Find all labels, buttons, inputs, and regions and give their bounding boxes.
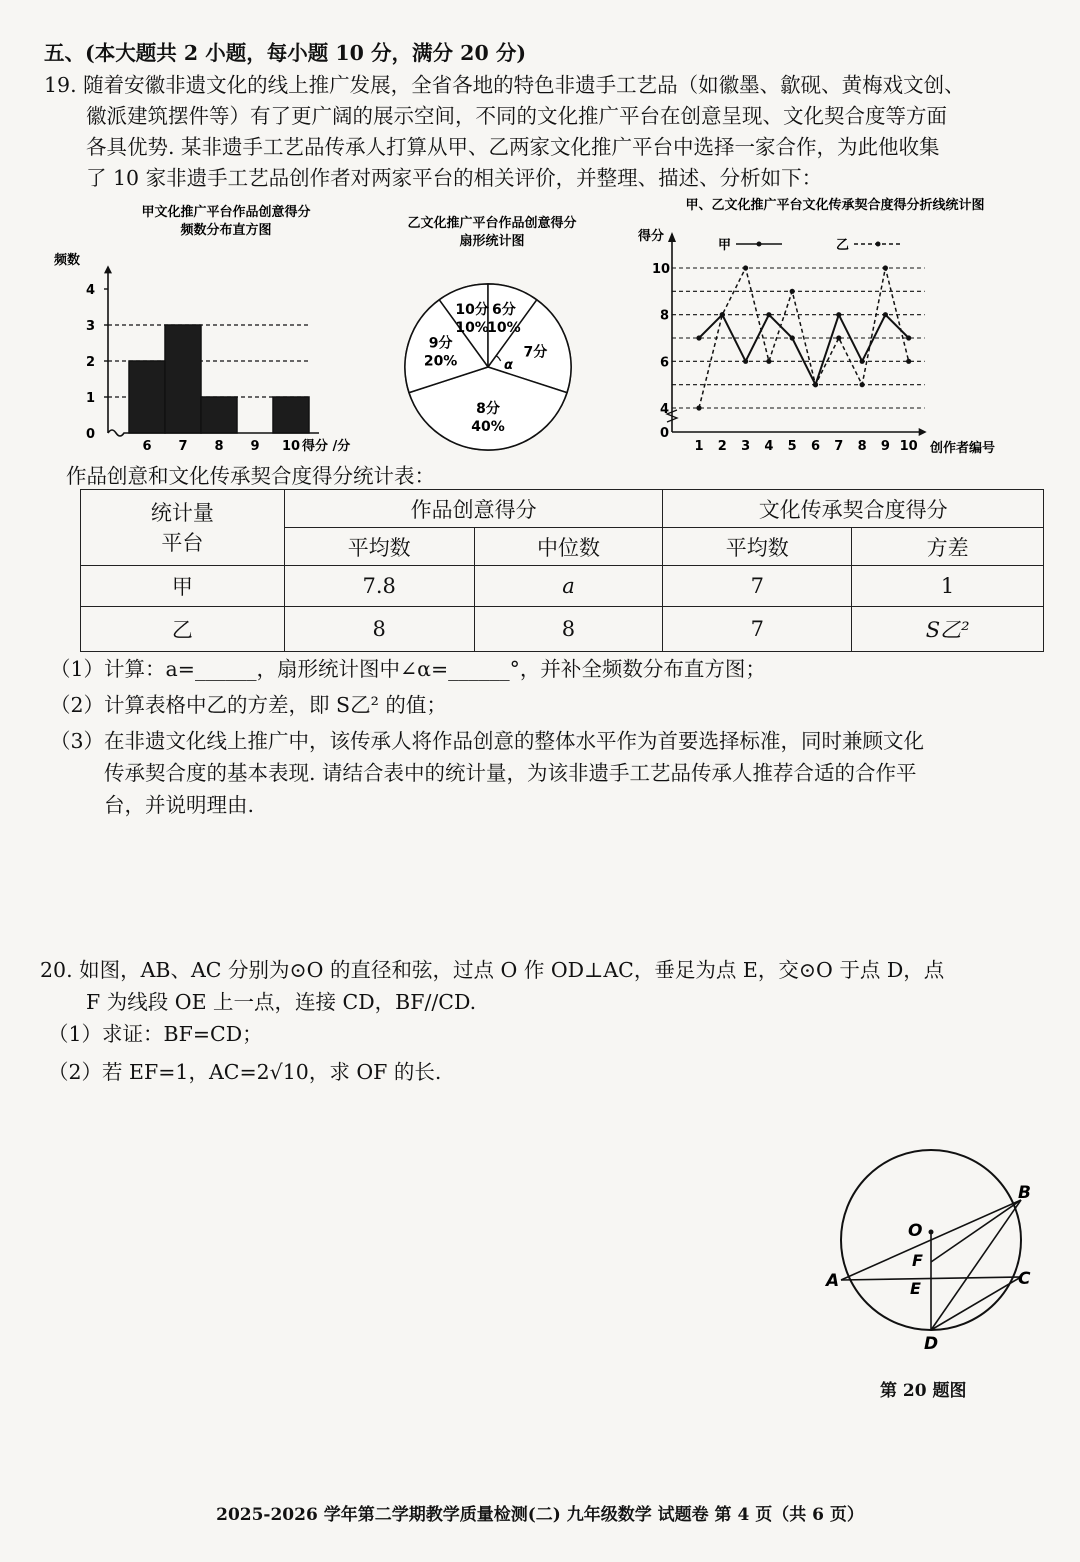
table-col-header: 平均数 xyxy=(663,528,852,566)
line-chart-xtick-label: 6 xyxy=(810,439,821,454)
table-cell: 8 xyxy=(474,606,663,651)
line-series-2-point xyxy=(836,335,841,340)
line-chart-ytick-label: 6 xyxy=(660,355,670,371)
segment-cd xyxy=(931,1277,1021,1330)
histogram-y-arrow xyxy=(104,265,112,273)
histogram-bar xyxy=(273,397,309,433)
table-corner-bottom: 平台 xyxy=(161,530,204,555)
label-d: D xyxy=(924,1334,939,1354)
histogram-xtick-label: 10 xyxy=(281,439,301,454)
histogram-xtick-label: 6 xyxy=(142,439,152,454)
table-caption: 作品创意和文化传承契合度得分统计表： xyxy=(66,464,435,488)
line-series-2-point xyxy=(790,289,795,294)
label-a: A xyxy=(826,1271,840,1291)
line-series-1-point xyxy=(696,335,701,340)
q20-line-1: 20. 如图，AB、AC 分别为⊙O 的直径和弦，过点 O 作 OD⊥AC，垂足为点 E，交⊙O 于点 D，点 xyxy=(40,958,945,982)
histogram-xtick-label: 8 xyxy=(214,439,224,454)
pie-chart xyxy=(380,205,610,465)
line-legend xyxy=(718,238,902,253)
histogram-bar xyxy=(165,325,201,433)
pie-title: 乙文化推广平台作品创意得分 xyxy=(407,216,577,231)
pie-slice-label: 7分 xyxy=(523,344,548,361)
pie-slice-label: 9分 xyxy=(428,335,453,352)
line-chart-xtick-label: 7 xyxy=(834,439,844,454)
pie-slice-percent: 40% xyxy=(471,418,505,435)
line-chart-ytick-label: 4 xyxy=(660,402,670,417)
line-chart-y-arrow xyxy=(668,232,676,242)
line-chart xyxy=(630,190,1050,470)
pie-slice-percent: 10% xyxy=(455,320,489,337)
line-series-1-point xyxy=(860,359,865,364)
q19-line-2: 徽派建筑摆件等）有了更广阔的展示空间，不同的文化推广平台在创意呈现、文化契合度等方面 xyxy=(86,104,947,128)
line-series-1-point xyxy=(766,312,771,317)
table-cell: a xyxy=(474,566,663,606)
line-chart-title: 甲、乙文化推广平台文化传承契合度得分折线统计图 xyxy=(685,198,985,213)
q20-sub2: （2）若 EF=1，AC=2√10，求 OF 的长. xyxy=(48,1060,442,1084)
q19-sub3-line-2: 传承契合度的基本表现. 请结合表中的统计量，为该非遗手工艺品传承人推荐合适的合作平 xyxy=(104,761,917,785)
line-series-1-point xyxy=(836,312,841,317)
page-footer: 2025-2026 学年第二学期教学质量检测(二) 九年级数学 试题卷 第 4 页（共 6 页） xyxy=(216,1505,864,1525)
histogram-bar xyxy=(129,361,165,433)
histogram-bar xyxy=(201,397,237,433)
pie-slice-percent: 20% xyxy=(423,353,458,370)
line-chart-xtick-label: 10 xyxy=(899,439,918,454)
histogram-ytick-label: 4 xyxy=(86,283,96,298)
line-series-1 xyxy=(699,315,909,385)
line-chart-ytick-label: 8 xyxy=(660,308,670,324)
line-chart-xtick-label: 3 xyxy=(741,439,751,454)
q20-figure-caption: 第 20 题图 xyxy=(880,1381,967,1401)
line-series-2-point xyxy=(883,265,888,270)
table-corner xyxy=(81,490,285,566)
pie-slice-label: 8分 xyxy=(476,400,500,417)
line-chart-xtick-label: 5 xyxy=(787,439,797,454)
label-b: B xyxy=(1018,1183,1031,1203)
q19-line-1: 19. 随着安徽非遗文化的线上推广发展，全省各地的特色非遗手工艺品（如徽墨、歙砚、黄梅戏文创、 xyxy=(44,73,965,97)
segment-bf xyxy=(931,1200,1021,1262)
table-cell: 7 xyxy=(663,606,852,651)
line-chart-xtick-label: 9 xyxy=(880,439,890,454)
line-series-2-point xyxy=(696,405,701,410)
legend-series-2-marker xyxy=(876,242,881,247)
q19-sub2: （2）计算表格中乙的方差，即 S乙² 的值； xyxy=(50,693,447,717)
q19-line-3: 各具优势. 某非遗手工艺品传承人打算从甲、乙两家文化推广平台中选择一家合作，为此他收集 xyxy=(86,135,940,159)
pie-slice-label: 6分 xyxy=(492,302,516,319)
q19-sub3-line-3: 台，并说明理由. xyxy=(104,793,255,817)
table-group-creativity: 作品创意得分 xyxy=(284,490,663,528)
histogram-ytick-label: 3 xyxy=(86,319,96,334)
label-f: F xyxy=(912,1251,923,1270)
q20-figure xyxy=(820,1140,1040,1360)
label-c: C xyxy=(1018,1269,1031,1289)
q20-sub1: （1）求证：BF=CD； xyxy=(48,1022,263,1046)
table-col-header: 方差 xyxy=(852,528,1044,566)
line-chart-xtick-label: 2 xyxy=(717,439,727,454)
pie-angle-label: α xyxy=(504,358,513,373)
line-series-2-point xyxy=(906,359,911,364)
legend-series-1-marker xyxy=(757,242,762,247)
histogram-ytick-label: 2 xyxy=(86,355,96,370)
line-series-2-point xyxy=(813,382,818,387)
histogram-ylabel: 频数 xyxy=(54,253,81,268)
table-col-header: 中位数 xyxy=(474,528,663,566)
line-series-2-point xyxy=(743,265,748,270)
line-series-1-point xyxy=(906,335,911,340)
histogram-ytick-label: 0 xyxy=(86,427,96,442)
legend-series-2-name: 乙 xyxy=(836,238,850,253)
table-cell: 8 xyxy=(284,606,474,651)
table-cell: 7 xyxy=(663,566,852,606)
pie-subtitle: 扇形统计图 xyxy=(459,234,525,249)
histogram-xtick-label: 7 xyxy=(178,439,188,454)
line-chart-xtick-label: 4 xyxy=(764,439,774,454)
legend-series-1-name: 甲 xyxy=(718,238,732,253)
label-o: O xyxy=(908,1221,923,1241)
table-row-name: 甲 xyxy=(81,566,285,606)
point-o xyxy=(929,1230,934,1235)
table-cell: 1 xyxy=(852,566,1044,606)
line-series-2-point xyxy=(860,382,865,387)
line-chart-x-arrow xyxy=(919,428,927,436)
line-chart-xtick-label: 8 xyxy=(857,439,867,454)
histogram-xlabel: 得分 /分 xyxy=(302,439,351,454)
table-row xyxy=(81,566,1044,606)
q19-sub1: （1）计算：a=______，扇形统计图中∠α=______°，并补全频数分布直方图； xyxy=(50,657,766,681)
q20-line-2: F 为线段 OE 上一点，连接 CD，BF//CD. xyxy=(86,990,477,1014)
table-cell: S乙² xyxy=(852,606,1044,651)
label-e: E xyxy=(910,1279,921,1298)
line-series-1-point xyxy=(883,312,888,317)
table-row-name: 乙 xyxy=(81,606,285,651)
histogram-xtick-label: 9 xyxy=(250,439,260,454)
line-series-1-point xyxy=(790,335,795,340)
table-corner-top: 统计量 xyxy=(150,500,214,525)
line-series-2-point xyxy=(766,359,771,364)
section-heading: 五、(本大题共 2 小题，每小题 10 分，满分 20 分) xyxy=(44,41,527,65)
line-chart-ytick-label: 0 xyxy=(660,426,670,441)
table-cell: 7.8 xyxy=(284,566,474,606)
line-chart-ytick-label: 10 xyxy=(652,262,671,277)
q19-sub3-line-1: （3）在非遗文化线上推广中，该传承人将作品创意的整体水平作为首要选择标准，同时兼顾文化 xyxy=(50,729,925,753)
histogram-subtitle: 频数分布直方图 xyxy=(180,223,272,238)
line-chart-xlabel: 创作者编号 xyxy=(930,441,996,456)
histogram-ytick-label: 1 xyxy=(86,391,96,406)
pie-slice-label: 10分 xyxy=(455,302,489,319)
table-col-header: 平均数 xyxy=(284,528,474,566)
pie-slice-percent: 10% xyxy=(487,320,521,337)
line-series-2-point xyxy=(720,312,725,317)
line-chart-ylabel: 得分 xyxy=(638,229,665,244)
line-chart-xtick-label: 1 xyxy=(694,439,704,454)
line-series-1-point xyxy=(743,359,748,364)
histogram-chart xyxy=(40,195,380,465)
q19-line-4: 了 10 家非遗手工艺品创作者对两家平台的相关评价，并整理、描述、分析如下： xyxy=(86,166,823,190)
histogram-title: 甲文化推广平台作品创意得分 xyxy=(141,205,311,220)
stats-table xyxy=(80,489,1044,652)
table-group-culture: 文化传承契合度得分 xyxy=(663,490,1044,528)
table-row xyxy=(81,606,1044,651)
